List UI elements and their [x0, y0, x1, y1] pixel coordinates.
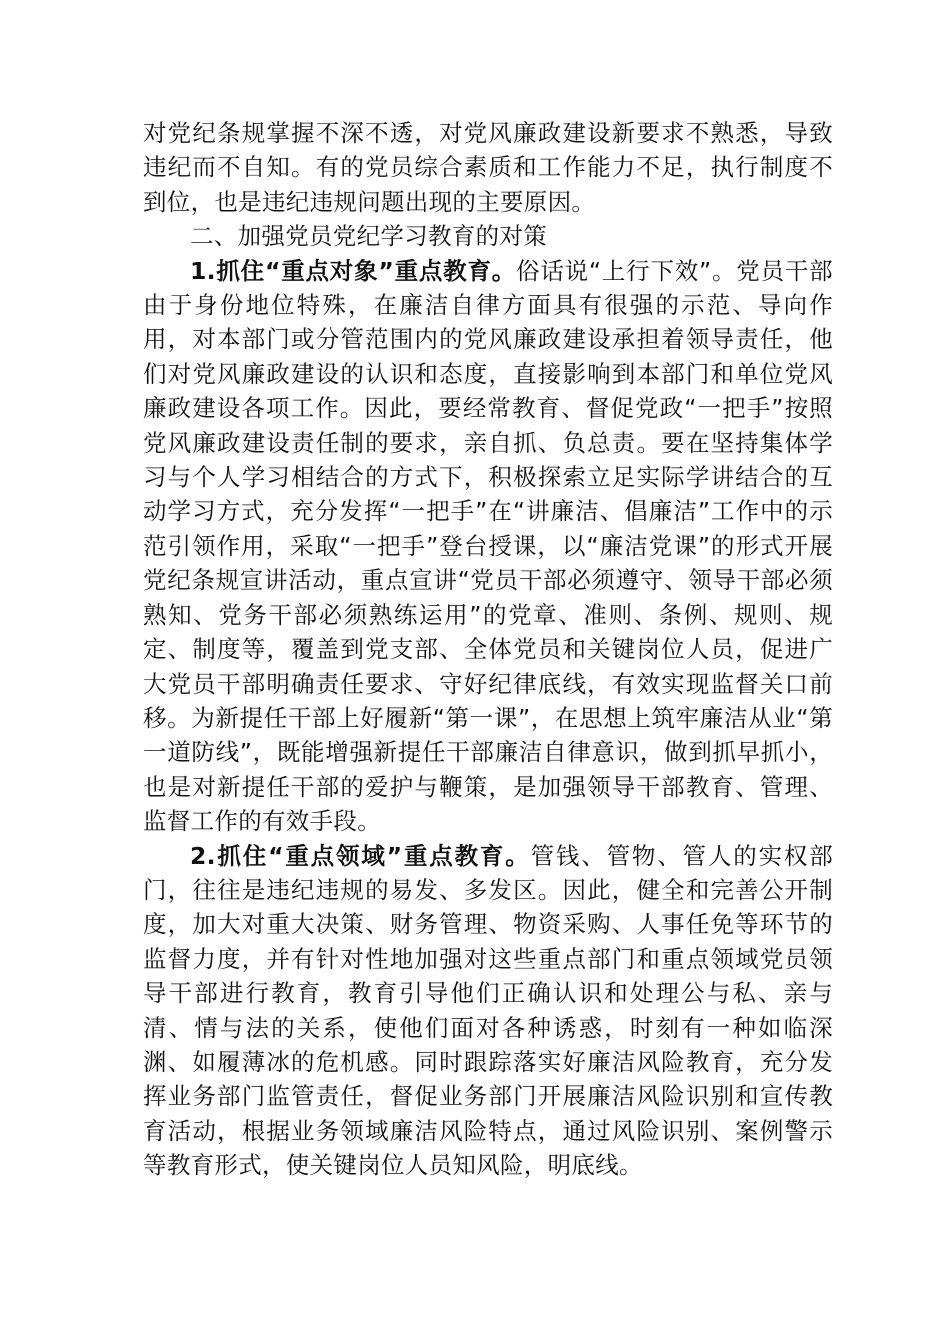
document-page [143, 116, 833, 1183]
section-heading-text: 二、加强党员党纪学习教育的对策 [190, 222, 547, 251]
paragraph-key-areas [143, 839, 833, 1183]
paragraph-key-targets [143, 254, 833, 839]
paragraph-text: 俗话说“上行下效”。党员干部由于身份地位特殊，在廉洁自律方面具有很强的示范、导向作用，对本部门或分管范围内的党风廉政建设承担着领导责任，他们对党风廉政建设的认识和态度，直接影响到本部门和单位党风廉政建设各项工作。因此，要经常教育、督促党政“一把手”按照党风廉政建设责任制的要求，亲自抓、负总责。要在坚持集体学习与个人学习相结合的方式下，积极探索立足实际学讲结合的互动学习方式，充分发挥“一把手”在“讲廉洁、倡廉洁”工作中的示范引领作用，采取“一把手”登台授课，以“廉洁党课”的形式开展党纪条规宣讲活动，重点宣讲“党员干部必须遵守、领导干部必须熟知、党务干部必须熟练运用”的党章、准则、条例、规则、规定、制度等，覆盖到党支部、全体党员和关键岗位人员，促进广大党员干部明确责任要求、守好纪律底线，有效实现监督关口前移。为新提任干部上好履新“第一课”，在思想上筑牢廉洁从业“第一道防线”，既能增强新提任干部廉洁自律意识，做到抓早抓小，也是对新提任干部的爱护与鞭策，是加强领导干部教育、管理、监督工作的有效手段。 [143, 256, 833, 836]
paragraph-lead-heading: 2.抓住“重点领域”重点教育。 [190, 841, 531, 870]
paragraph-continuation [143, 116, 833, 219]
paragraph-text: 对党纪条规掌握不深不透，对党风廉政建设新要求不熟悉，导致违纪而不自知。有的党员综合素质和工作能力不足，执行制度不到位，也是违纪违规问题出现的主要原因。 [143, 119, 833, 216]
paragraph-lead-heading: 1.抓住“重点对象”重点教育。 [190, 256, 517, 285]
paragraph-text: 管钱、管物、管人的实权部门，往往是违纪违规的易发、多发区。因此，健全和完善公开制度，加大对重大决策、财务管理、物资采购、人事任免等环节的监督力度，并有针对性地加强对这些重点部门和重点领域党员领导干部进行教育，教育引导他们正确认识和处理公与私、亲与清、情与法的关系，使他们面对各种诱惑，时刻有一种如临深渊、如履薄冰的危机感。同时跟踪落实好廉洁风险教育，充分发挥业务部门监管责任，督促业务部门开展廉洁风险识别和宣传教育活动，根据业务领域廉洁风险特点，通过风险识别、案例警示等教育形式，使关键岗位人员知风险，明底线。 [143, 841, 833, 1180]
section-heading [143, 219, 833, 253]
